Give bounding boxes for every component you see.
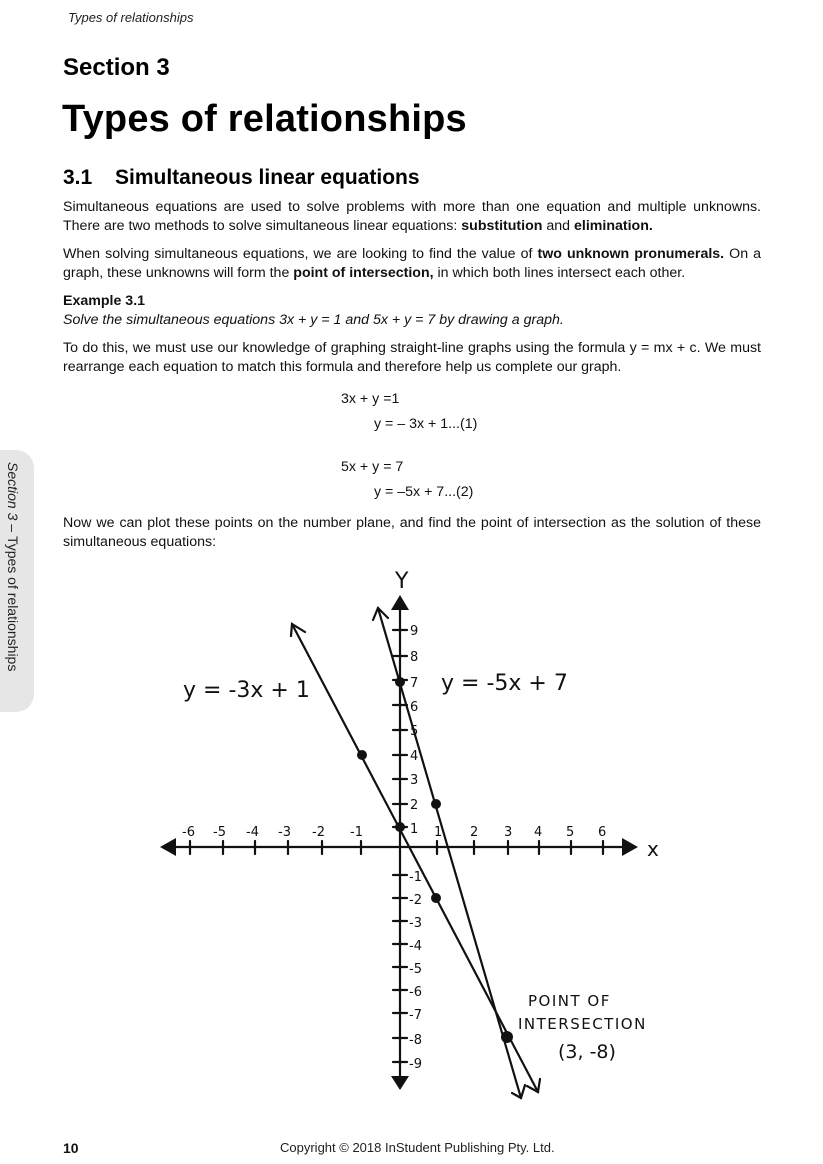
x-axis-arrow-right-icon	[622, 838, 638, 856]
section-label: Section 3	[63, 54, 170, 81]
text: and	[542, 218, 574, 234]
svg-text:-3: -3	[278, 825, 291, 840]
svg-text:-3: -3	[409, 916, 422, 931]
y-axis-arrow-down-icon	[391, 1076, 409, 1090]
svg-text:3: 3	[504, 825, 513, 840]
svg-text:1: 1	[434, 825, 443, 840]
y-axis-arrow-up-icon	[391, 595, 409, 610]
text: in which both lines intersect each other.	[433, 265, 686, 281]
svg-text:4: 4	[410, 749, 419, 764]
svg-text:-4: -4	[409, 939, 422, 954]
svg-text:-6: -6	[182, 825, 195, 840]
y-axis-label: Y	[395, 569, 409, 594]
svg-text:2: 2	[470, 825, 479, 840]
x-axis-label: x	[647, 837, 659, 861]
line1-label: y = -3x + 1	[183, 678, 310, 703]
conclusion-paragraph: Now we can plot these points on the number plane, and find the point of intersection as the solution of these simultaneous equations:	[63, 515, 761, 550]
svg-text:-8: -8	[409, 1033, 422, 1048]
svg-text:6: 6	[410, 700, 419, 715]
annotation-point-of: POINT OF	[528, 992, 611, 1010]
equation-2: 5x + y = 7	[341, 459, 404, 475]
term-substitution: substitution	[461, 218, 543, 234]
svg-text:6: 6	[598, 825, 607, 840]
svg-text:7: 7	[410, 676, 419, 691]
svg-text:-7: -7	[409, 1008, 422, 1023]
svg-text:-2: -2	[409, 893, 422, 908]
copyright-notice: Copyright © 2018 InStudent Publishing Pty. Ltd.	[280, 1140, 555, 1155]
subsection-number: 3.1	[63, 166, 93, 189]
term-point-of-intersection: point of intersection,	[293, 265, 434, 281]
svg-text:-2: -2	[312, 825, 325, 840]
x-axis-arrow-left-icon	[160, 838, 176, 856]
subsection-title: Simultaneous linear equations	[115, 166, 420, 189]
svg-text:2: 2	[410, 798, 419, 813]
svg-text:4: 4	[534, 825, 543, 840]
side-tab-title: Types of relationships	[5, 535, 21, 672]
svg-text:-4: -4	[246, 825, 259, 840]
svg-text:-5: -5	[213, 825, 226, 840]
line2-label: y = -5x + 7	[441, 671, 568, 696]
text: Simultaneous equations are used to solve problems with more than one equation and multiple unknowns. There are two methods to solve simultaneous linear equations:	[63, 199, 761, 234]
svg-text:-1: -1	[350, 825, 363, 840]
svg-text:1: 1	[410, 822, 419, 837]
chapter-title: Types of relationships	[62, 98, 467, 140]
text: When solving simultaneous equations, we are looking to find the value of	[63, 246, 538, 262]
annotation-intersection: INTERSECTION	[518, 1015, 647, 1033]
equation-1: 3x + y =1	[341, 391, 400, 407]
example-heading: Example 3.1	[63, 293, 146, 309]
annotation-coordinates: (3, -8)	[558, 1041, 616, 1063]
example-explanation: To do this, we must use our knowledge of graphing straight-line graphs using the formula y = mx + c. We must rearrange each equation to match this formula and therefore help us complete our graph.	[63, 340, 761, 375]
equation-2-rearranged: y = –5x + 7...(2)	[374, 484, 474, 500]
term-unknown-pronumerals: two unknown pronumerals.	[537, 246, 725, 262]
side-tab-section: Section 3 –	[5, 462, 21, 536]
svg-text:-1: -1	[409, 870, 422, 885]
svg-text:9: 9	[410, 624, 419, 639]
svg-text:3: 3	[410, 773, 419, 788]
svg-text:5: 5	[566, 825, 575, 840]
page-number: 10	[63, 1140, 79, 1156]
svg-text:-9: -9	[409, 1057, 422, 1072]
equation-1-rearranged: y = – 3x + 1...(1)	[374, 416, 478, 432]
term-elimination: elimination.	[574, 218, 653, 234]
svg-text:-6: -6	[409, 985, 422, 1000]
text: On a graph, these unknowns will form the	[63, 246, 762, 281]
svg-text:-5: -5	[409, 962, 422, 977]
example-task: Solve the simultaneous equations 3x + y = 1 and 5x + y = 7 by drawing a graph.	[63, 312, 564, 328]
svg-text:8: 8	[410, 650, 419, 665]
running-header: Types of relationships	[68, 10, 194, 25]
svg-text:5: 5	[410, 724, 419, 739]
